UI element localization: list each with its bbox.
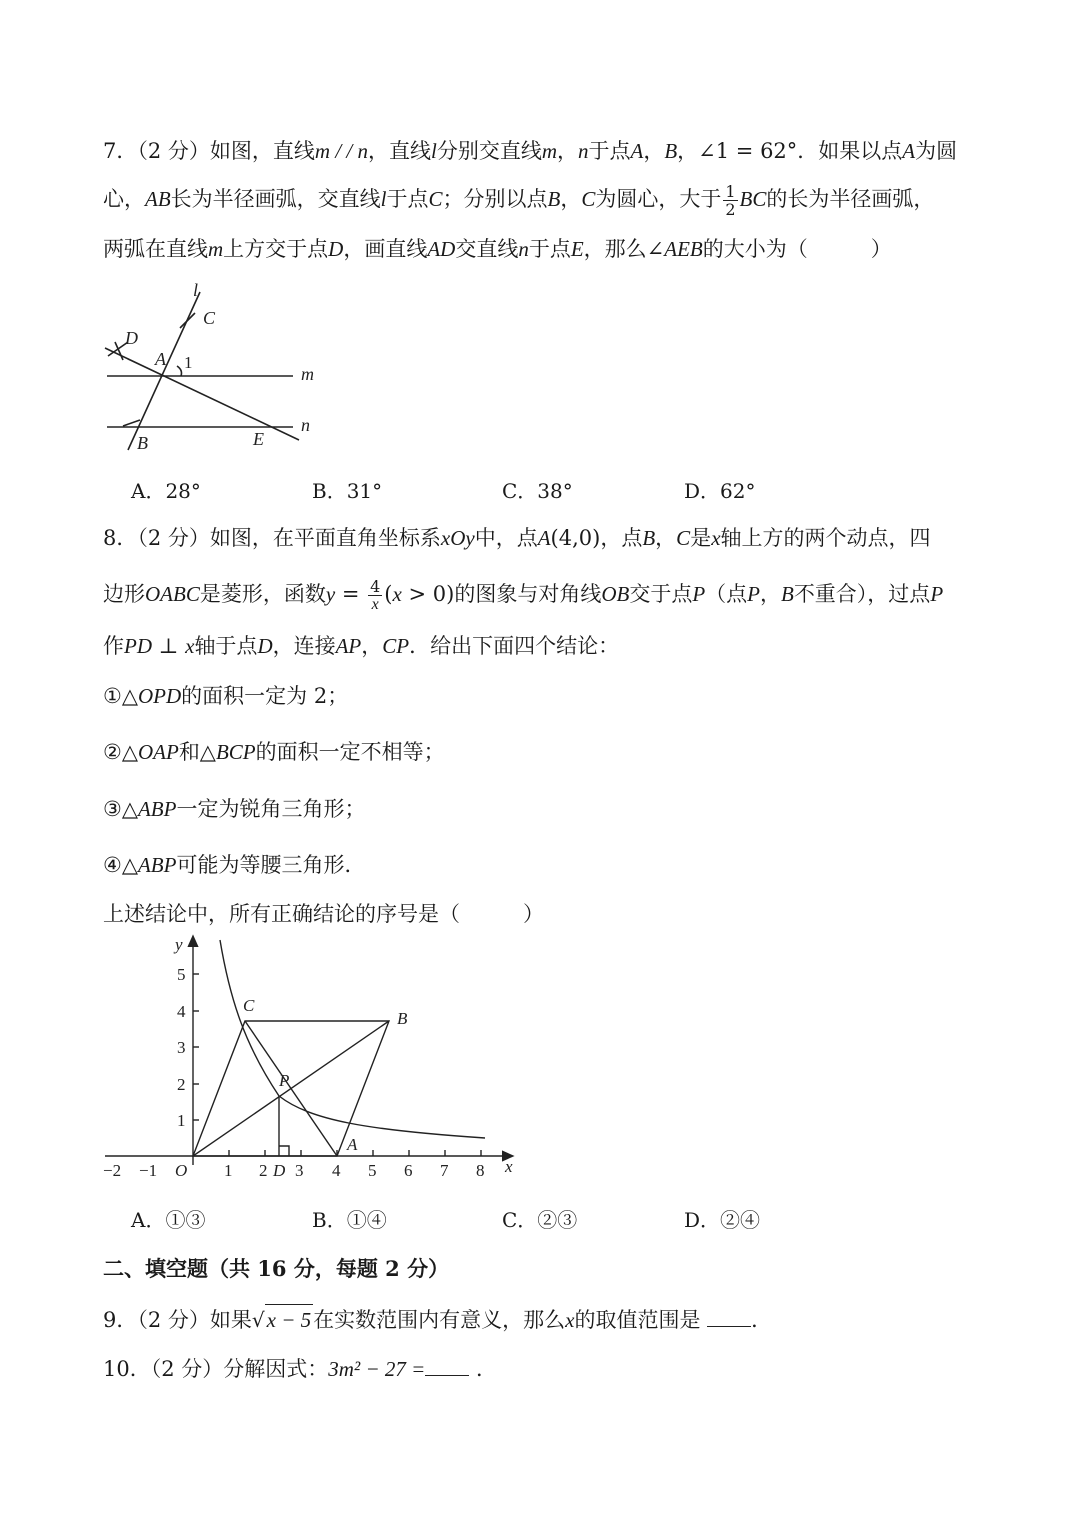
var: P: [747, 582, 760, 606]
text: ②△: [103, 740, 138, 764]
text: 轴于点: [194, 634, 258, 658]
origin-label: O: [175, 1161, 188, 1180]
segment-cpa: [245, 1021, 337, 1156]
q8-question-ask: 上述结论中，所有正确结论的序号是（ ）: [103, 902, 544, 926]
var: x: [565, 1308, 575, 1332]
q8-conclusion-1: [103, 681, 348, 711]
text: 长为半径画弧，交直线: [170, 187, 381, 211]
text: ．: [751, 1308, 773, 1332]
var: A: [537, 526, 551, 550]
text: 心，: [103, 187, 145, 211]
text: 10．（2 分）分解因式：: [103, 1357, 329, 1381]
text: ，∠1 = 62°．如果以点: [677, 139, 903, 163]
q8-conclusion-4: [103, 850, 365, 880]
text: 不重合），过点: [793, 582, 931, 606]
label-n: n: [301, 415, 310, 435]
var: D: [328, 237, 344, 261]
text: 两弧在直线: [103, 237, 208, 261]
var: OAP: [137, 740, 179, 764]
label-b: B: [137, 433, 148, 453]
var: n: [518, 237, 529, 261]
point-b-label: B: [397, 1009, 408, 1028]
answer-blank[interactable]: [707, 1306, 751, 1327]
y-tick-label: 3: [177, 1038, 186, 1057]
var: B: [642, 526, 656, 550]
x-tick-label: 8: [476, 1161, 485, 1180]
sqrt-sign: √: [251, 1308, 265, 1332]
x-tick-label: 1: [224, 1161, 233, 1180]
numerator: 4: [370, 577, 381, 596]
text: （点: [705, 582, 748, 606]
q8-option-c[interactable]: C．②③: [502, 1208, 578, 1232]
fraction-half: [723, 183, 737, 218]
text: ，连接: [272, 634, 336, 658]
var: AEB: [664, 237, 703, 261]
text: ；分别以点: [442, 187, 548, 211]
var: OABC: [145, 582, 200, 606]
var: D: [257, 634, 273, 658]
text: 于点: [386, 187, 429, 211]
text: 于点: [588, 139, 631, 163]
label-d: D: [125, 328, 138, 348]
q8-option-a[interactable]: A．①③: [131, 1208, 206, 1232]
text: 是菱形，函数: [199, 582, 326, 606]
label-m: m: [301, 364, 314, 384]
text: 交直线: [455, 237, 519, 261]
arc-mark-b: [123, 420, 140, 426]
x-tick-label: 3: [295, 1161, 304, 1180]
q8-coordinate-figure: [95, 930, 525, 1190]
var: m: [314, 139, 331, 163]
section-heading: 二、填空题（共 16 分，每题 2 分）: [103, 1256, 450, 1281]
x-tick-label: 6: [404, 1161, 413, 1180]
var: ABP: [137, 797, 177, 821]
var: n: [578, 139, 589, 163]
y-tick-marks: [193, 974, 199, 1120]
text: 的大小为（ ）: [702, 237, 892, 261]
hyperbola-curve: [220, 940, 485, 1138]
var: AP: [335, 634, 362, 658]
q8-conclusion-3: [103, 794, 365, 824]
var: l: [431, 139, 437, 163]
text: ，直线: [368, 139, 431, 163]
text: ①△: [103, 684, 138, 708]
text: 为圆心，大于: [595, 187, 722, 211]
text: 的取值范围是: [574, 1308, 701, 1332]
text: ，那么∠: [583, 237, 665, 261]
text: 边形: [103, 582, 145, 606]
q7-line-1: [103, 136, 957, 166]
text: ⊥: [152, 634, 186, 658]
numerator: 1: [725, 182, 736, 201]
var: m: [208, 237, 224, 261]
x-tick-label: −2: [103, 1161, 122, 1180]
x-axis-label: x: [505, 1157, 513, 1176]
point-a-label: A: [347, 1135, 358, 1154]
text: 于点: [528, 237, 571, 261]
text: 分别交直线: [436, 139, 542, 163]
var: P: [930, 582, 944, 606]
text: (: [384, 582, 393, 606]
var: A: [630, 139, 644, 163]
text: ，画直线: [343, 237, 428, 261]
var: CP: [382, 634, 410, 658]
parallel-sign: / /: [330, 139, 358, 163]
var: l: [380, 187, 387, 211]
text: ③△: [103, 797, 138, 821]
var: x: [185, 634, 195, 658]
arc-mark-c: [180, 313, 195, 328]
var: B: [547, 187, 561, 211]
text: > 0)的图象与对角线: [401, 582, 602, 606]
x-tick-label: 7: [440, 1161, 449, 1180]
x-tick-label: 4: [332, 1161, 341, 1180]
var: B: [780, 582, 794, 606]
q8-option-b[interactable]: B．①④: [312, 1208, 387, 1232]
x-tick-label: 5: [368, 1161, 377, 1180]
text: 上方交于点: [223, 237, 329, 261]
q8-line-1: [103, 523, 931, 553]
var: A: [902, 139, 916, 163]
text: 为圆: [915, 139, 958, 163]
var: m: [541, 139, 558, 163]
label-angle-1: 1: [184, 353, 193, 372]
var: B: [664, 139, 678, 163]
text: 可能为等腰三角形．: [176, 853, 366, 877]
text: =: [335, 582, 367, 606]
angle-1-arc: [177, 366, 182, 376]
right-angle-mark: [279, 1146, 289, 1156]
q7-option-a[interactable]: A．28°: [131, 479, 201, 503]
text: (4,0)，点: [550, 526, 643, 550]
y-tick-label: 4: [177, 1002, 186, 1021]
text: 中，点: [474, 526, 538, 550]
text: 7．（2 分）如图，直线: [103, 139, 315, 163]
point-p-label: P: [279, 1071, 290, 1090]
label-e: E: [253, 429, 264, 449]
y-tick-label: 5: [177, 965, 186, 984]
text: 轴上方的两个动点，四: [720, 526, 931, 550]
var: PD: [124, 634, 152, 658]
var: C: [428, 187, 443, 211]
text: 的面积一定不相等；: [255, 740, 445, 764]
radicand: x − 5: [265, 1304, 314, 1335]
point-d-label: D: [273, 1161, 286, 1180]
text: ，: [560, 187, 582, 211]
text: 和△: [178, 740, 216, 764]
var: AD: [427, 237, 456, 261]
text: ，: [643, 139, 665, 163]
text: 一定为锐角三角形；: [176, 797, 366, 821]
text: 是: [690, 526, 712, 550]
var: BC: [739, 187, 767, 211]
text: 交于点: [629, 582, 693, 606]
q7-option-d[interactable]: D．62°: [684, 479, 756, 503]
var: ABP: [137, 853, 177, 877]
label-c: C: [203, 308, 216, 328]
q10-line: [103, 1354, 497, 1384]
text: ．: [476, 1357, 498, 1381]
var: E: [570, 237, 584, 261]
var: AB: [145, 187, 171, 211]
text: 在实数范围内有意义，那么: [313, 1308, 566, 1332]
point-c-label: C: [243, 996, 255, 1015]
x-tick-label: 2: [259, 1161, 268, 1180]
text: ，: [759, 582, 781, 606]
y-tick-label: 1: [177, 1111, 186, 1130]
q7-option-b[interactable]: B．31°: [312, 479, 383, 503]
q8-option-d[interactable]: D．②④: [684, 1208, 761, 1232]
text: 作: [103, 634, 124, 658]
text: 的长为半径画弧，: [766, 187, 935, 211]
text: ，: [361, 634, 383, 658]
var: C: [676, 526, 691, 550]
var: OB: [601, 582, 630, 606]
var: C: [581, 187, 596, 211]
text: 8．（2 分）如图，在平面直角坐标系: [103, 526, 441, 550]
var: n: [357, 139, 368, 163]
text: ，: [655, 526, 677, 550]
text: 9．（2 分）如果: [103, 1308, 252, 1332]
var: x: [711, 526, 721, 550]
denominator: 2: [725, 200, 736, 219]
q7-line-3: [103, 234, 892, 264]
x-tick-label: −1: [139, 1161, 158, 1180]
var: x: [392, 582, 402, 606]
var: xOy: [440, 526, 475, 550]
var: y: [325, 582, 336, 606]
text: ，: [557, 139, 579, 163]
label-l: l: [193, 280, 199, 300]
var: BCP: [215, 740, 256, 764]
q8-conclusion-2: [103, 737, 445, 767]
text: ④△: [103, 853, 138, 877]
q9-line: [103, 1304, 772, 1335]
text: ．给出下面四个结论：: [409, 634, 620, 658]
q8-line-3: [103, 631, 619, 661]
answer-blank[interactable]: [425, 1355, 469, 1376]
q7-geometry-figure: [95, 280, 335, 455]
label-a: A: [155, 349, 166, 369]
q8-line-2: [103, 578, 943, 613]
var: OPD: [137, 684, 182, 708]
q7-option-c[interactable]: C．38°: [502, 479, 573, 503]
y-axis-label: y: [175, 935, 183, 954]
text: 的面积一定为 2；: [181, 684, 349, 708]
fraction-4-over-x: [368, 578, 382, 613]
y-tick-label: 2: [177, 1075, 186, 1094]
expression: 3m² − 27 =: [328, 1357, 426, 1381]
denominator: x: [371, 596, 379, 613]
var: P: [692, 582, 706, 606]
q7-line-2: [103, 183, 934, 218]
